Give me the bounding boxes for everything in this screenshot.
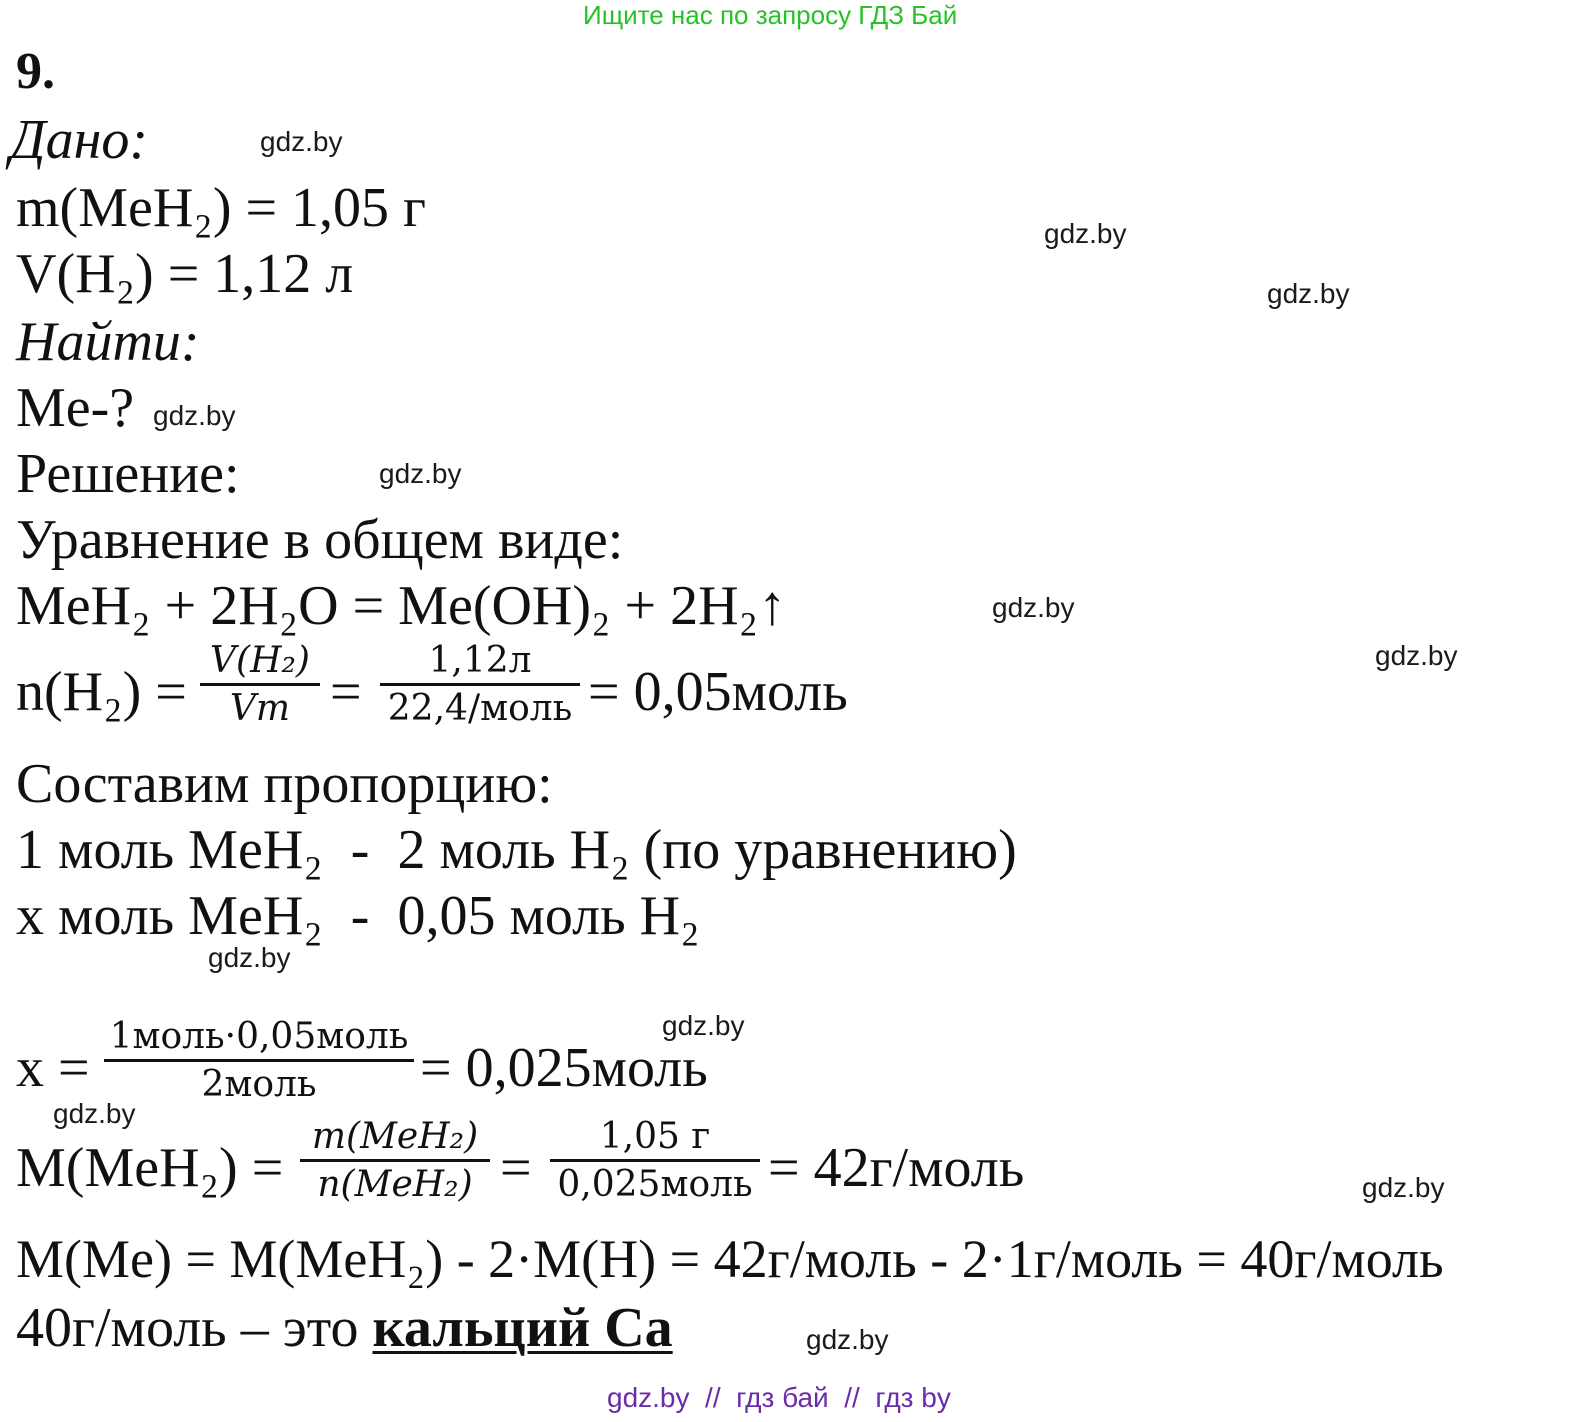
- watermark: gdz.by: [1375, 640, 1458, 671]
- fraction-bar: [300, 1159, 490, 1162]
- proportion-line-1: 1 моль MeH₂ - 2 моль H₂ (по уравнению): [16, 819, 1017, 881]
- M-me-line: M(Me) = M(MeH₂) - 2·M(H) = 42г/моль - 2·1г/моль = 40г/моль: [16, 1229, 1444, 1289]
- x-calc-frac-den: 2моль: [201, 1064, 317, 1106]
- x-calc-fraction: [104, 1016, 414, 1106]
- answer-bold: кальций Ca: [372, 1297, 673, 1359]
- top-banner: Ищите нас по запросу ГДЗ Бай: [583, 0, 958, 30]
- fraction-bar: [550, 1159, 760, 1162]
- watermark: gdz.by: [53, 1098, 136, 1129]
- fraction-bar: [380, 683, 580, 686]
- find-value: Me-?: [16, 377, 135, 439]
- answer-line: [16, 1297, 673, 1359]
- watermark: gdz.by: [208, 942, 291, 973]
- watermark: gdz.by: [1044, 218, 1127, 249]
- n-calc-frac1-num: V(H₂): [210, 640, 310, 681]
- x-calc-result: = 0,025моль: [420, 1037, 708, 1099]
- fraction-bar: [200, 683, 320, 686]
- n-calc-eq1: =: [330, 661, 362, 723]
- M-calc-fraction-1: [300, 1116, 490, 1206]
- M-calc-lhs: M(MeH₂) =: [16, 1137, 284, 1199]
- watermark: gdz.by: [1267, 278, 1350, 309]
- M-calc-frac1-num: m(MeH₂): [311, 1116, 479, 1157]
- n-calc-frac2-den: 22,4/моль: [387, 688, 573, 730]
- watermark: gdz.by: [1362, 1172, 1445, 1203]
- equation-heading: Уравнение в общем виде:: [16, 509, 624, 571]
- n-calc-frac1-den: Vm: [229, 688, 291, 730]
- n-calc-lhs: n(H₂) =: [16, 661, 187, 723]
- watermark: gdz.by: [806, 1324, 889, 1355]
- x-calc-lhs: x =: [16, 1037, 90, 1099]
- M-calc-frac2-num: 1,05 г: [599, 1116, 711, 1157]
- reaction-equation: MeH₂ + 2H₂O = Me(OH)₂ + 2H₂↑: [16, 575, 787, 637]
- given-mass: m(MeH₂) = 1,05 г: [16, 177, 427, 239]
- fraction-bar: [104, 1059, 414, 1062]
- n-calc-fraction-1: [200, 640, 320, 730]
- M-calc-frac2-den: 0,025моль: [557, 1164, 753, 1206]
- M-calc-fraction-2: [550, 1116, 760, 1206]
- bottom-banner: gdz.by // гдз бай // гдз by: [607, 1382, 951, 1413]
- proportion-heading: Составим пропорцию:: [16, 753, 553, 815]
- given-volume: V(H₂) = 1,12 л: [16, 243, 354, 305]
- find-heading: Найти:: [16, 311, 200, 373]
- n-calc-result: = 0,05моль: [588, 661, 848, 723]
- watermark: gdz.by: [662, 1010, 745, 1041]
- M-calc-result: = 42г/моль: [768, 1137, 1025, 1199]
- problem-number: 9.: [16, 43, 55, 100]
- x-calc-frac-num: 1моль·0,05моль: [109, 1016, 409, 1057]
- answer-prefix: 40г/моль – это: [16, 1297, 373, 1359]
- n-calc-frac2-num: 1,12л: [428, 640, 532, 681]
- M-calc-eq1: =: [500, 1137, 532, 1199]
- given-heading: Дано:: [10, 109, 149, 171]
- solution-heading: Решение:: [16, 443, 240, 505]
- proportion-line-2: x моль MeH₂ - 0,05 моль H₂: [16, 885, 700, 947]
- watermark: gdz.by: [992, 592, 1075, 623]
- M-calc-frac1-den: n(MeH₂): [317, 1164, 473, 1206]
- n-calc-fraction-2: [380, 640, 580, 730]
- watermark: gdz.by: [153, 400, 236, 431]
- watermark: gdz.by: [379, 458, 462, 489]
- watermark: gdz.by: [260, 126, 343, 157]
